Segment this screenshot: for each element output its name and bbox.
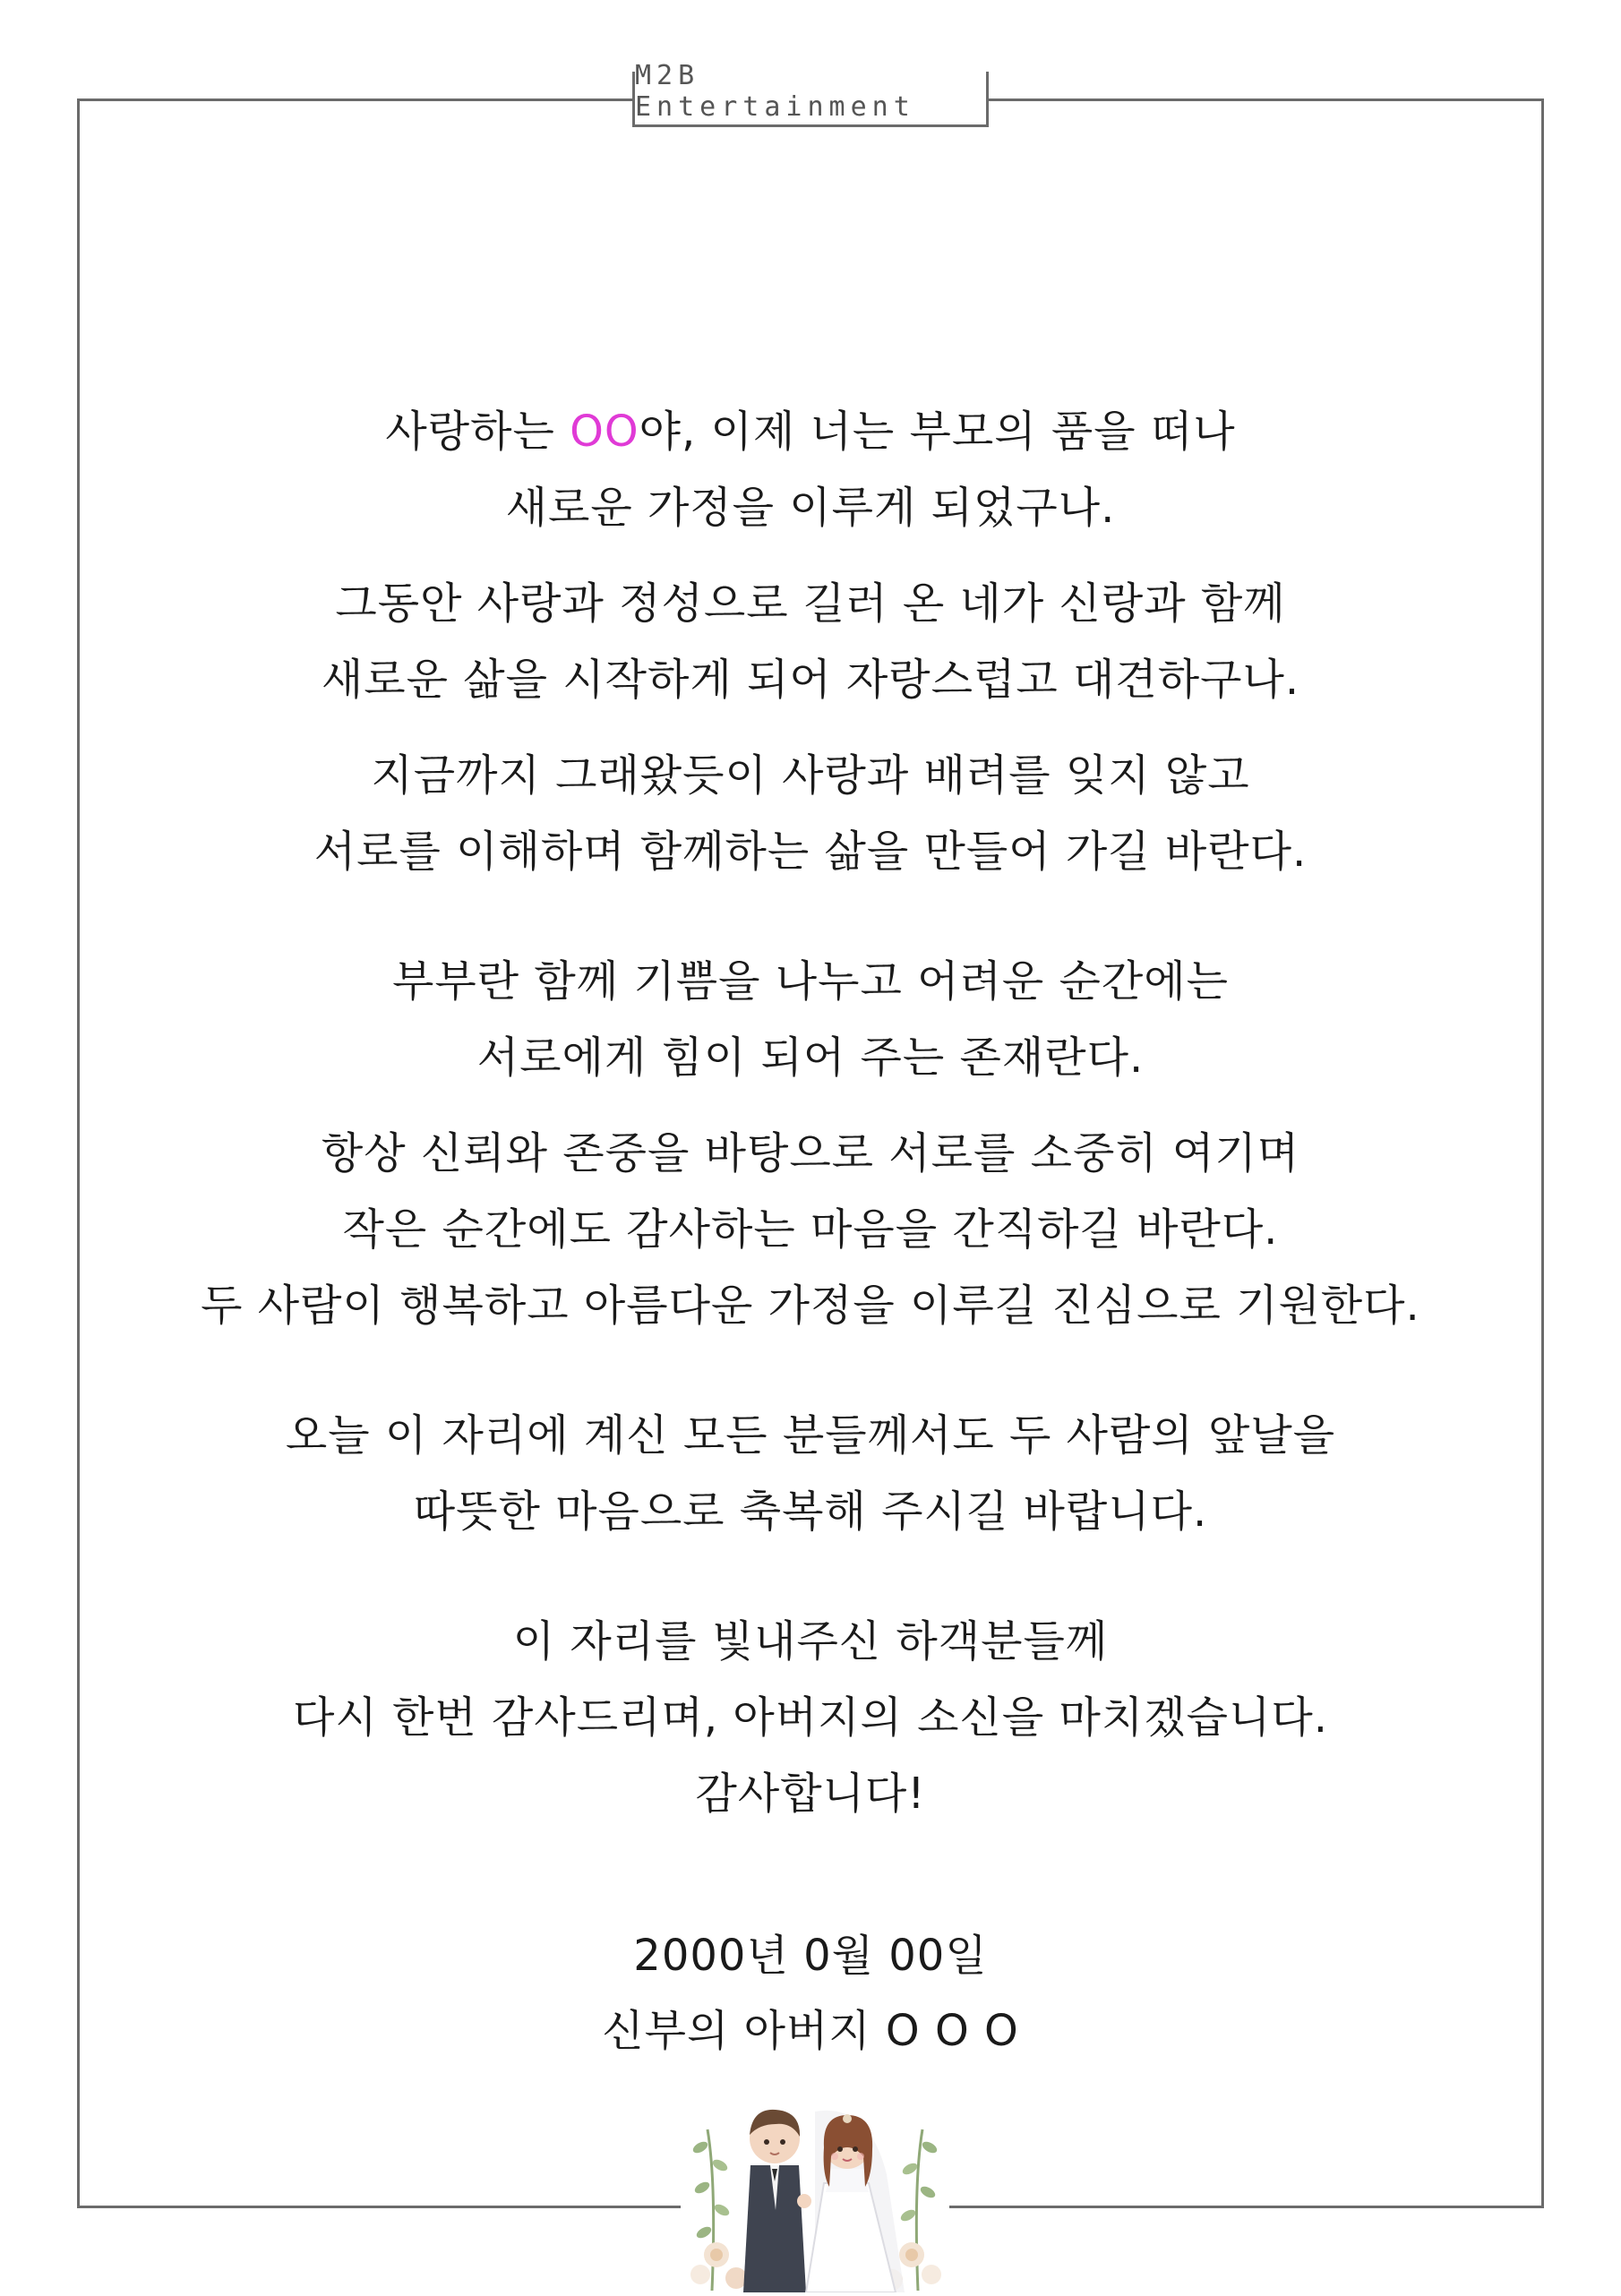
letter-line: 새로운 가정을 이루게 되었구나.: [505, 483, 1116, 533]
letter-line: 서로를 이해하며 함께하는 삶을 만들어 가길 바란다.: [313, 827, 1308, 877]
letter-line: 부부란 함께 기쁨을 나누고 어려운 순간에는: [392, 956, 1229, 1007]
greenery-left: [690, 2129, 747, 2291]
paragraph-pride: [77, 566, 1544, 718]
letter-line: 오늘 이 자리에 계신 모든 분들께서도 두 사람의 앞날을: [285, 1410, 1336, 1461]
letter-line: 사랑하는 OO야, 이제 너는 부모의 품을 떠나: [385, 407, 1236, 457]
letter-line: 다시 한번 감사드리며, 아버지의 소신을 마치겠습니다.: [293, 1692, 1328, 1743]
groom-figure: [743, 2110, 811, 2292]
wedding-couple-illustration: [681, 2076, 949, 2292]
bride-figure: [806, 2111, 905, 2292]
signature: 신부의 아버지 O O O: [602, 2006, 1019, 2056]
letter-date: 2000년 0월 00일: [633, 1931, 988, 1981]
paragraph-greeting: [77, 394, 1544, 546]
letter-line: 이 자리를 빛내주신 하객분들께: [512, 1616, 1109, 1666]
paragraph-marriage: [77, 944, 1544, 1096]
letter-line: 서로에게 힘이 되어 주는 존재란다.: [476, 1032, 1145, 1083]
letter-line: 두 사람이 행복하고 아름다운 가정을 이루길 진심으로 기원한다.: [201, 1281, 1420, 1331]
letter-line: 항상 신뢰와 존중을 바탕으로 서로를 소중히 여기며: [321, 1128, 1300, 1178]
bride-name-placeholder: OO: [570, 407, 639, 457]
paragraph-guests-blessing: [77, 1398, 1544, 1550]
paragraph-respect: [77, 1116, 1544, 1344]
letter-line: 새로운 삶을 시작하게 되어 자랑스럽고 대견하구나.: [321, 655, 1300, 705]
brand-tag: [632, 59, 989, 127]
brand-name: M2B Entertainment: [635, 59, 915, 123]
letter-line: 따뜻한 마음으로 축복해 주시길 바랍니다.: [413, 1486, 1208, 1537]
letter-body: [77, 394, 1544, 1852]
paragraph-thanks: [77, 1604, 1544, 1832]
paragraph-wish: [77, 738, 1544, 890]
signoff: [77, 1918, 1544, 2069]
letter-line: 지금까지 그래왔듯이 사랑과 배려를 잊지 않고: [371, 750, 1250, 801]
wedding-couple-image: [681, 2076, 949, 2292]
letter-line: 감사합니다!: [695, 1769, 926, 1819]
letter-line: 작은 순간에도 감사하는 마음을 간직하길 바란다.: [342, 1204, 1279, 1255]
letter-line: 그동안 사랑과 정성으로 길러 온 네가 신랑과 함께: [335, 578, 1286, 629]
